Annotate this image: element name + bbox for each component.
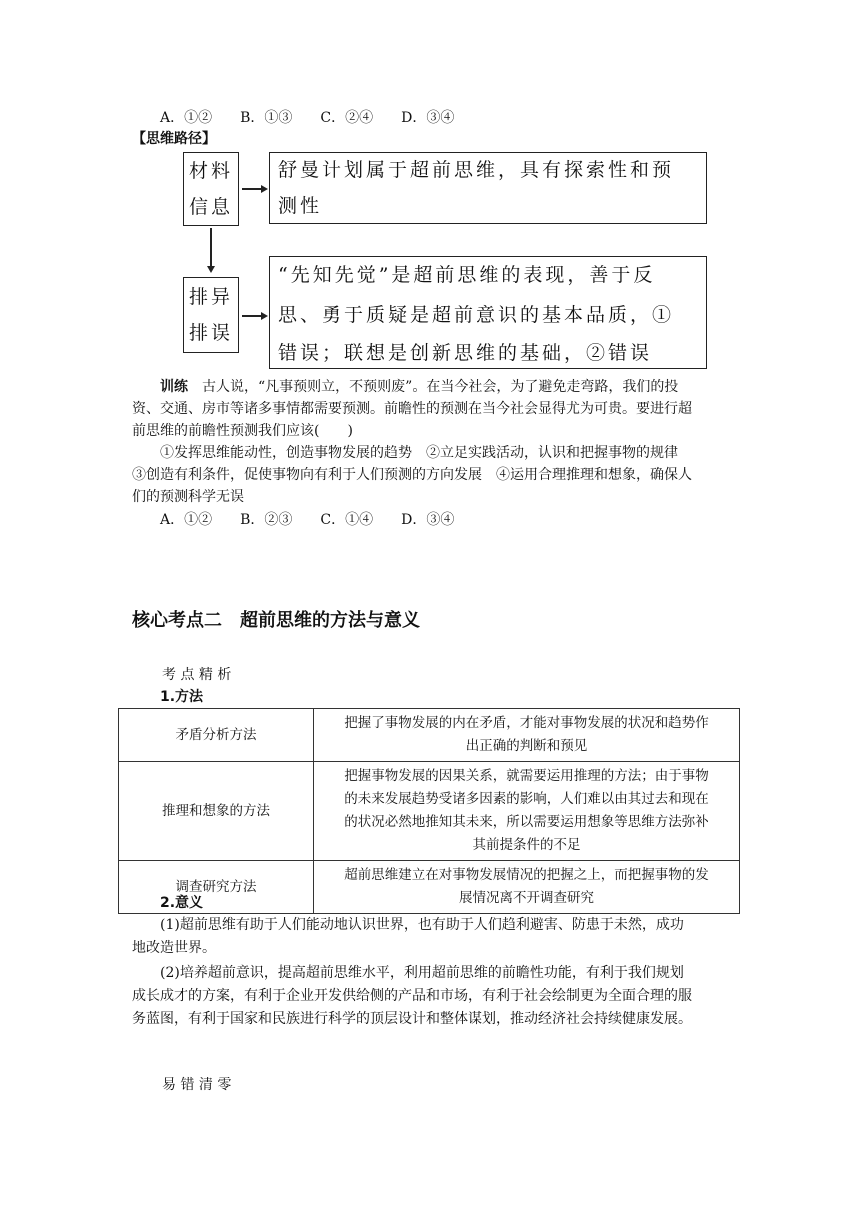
box2-text-c: 错误；联想是创新思维的基础，②错误 bbox=[278, 342, 653, 364]
training-options: A．①② B．②③ C．①④ D．③④ bbox=[160, 512, 455, 528]
box1-text-b: 测性 bbox=[278, 195, 323, 217]
errors-label: 易 错 清 零 bbox=[162, 1077, 232, 1093]
table-row bbox=[119, 709, 740, 762]
method-desc-line: 的状况必然地推知其未来，所以需要运用想象等思维方法弥补 bbox=[344, 814, 709, 830]
training-text-1: 古人说，“凡事预则立，不预则废”。在当今社会，为了避免走弯路，我们的投 bbox=[188, 379, 679, 395]
method-heading: 1.方法 bbox=[160, 689, 204, 705]
training-label: 训练 bbox=[160, 379, 188, 395]
arrow-down bbox=[210, 228, 212, 268]
method-desc-line: 其前提条件的不足 bbox=[472, 837, 581, 853]
section-title: 核心考点二 超前思维的方法与意义 bbox=[132, 610, 420, 631]
training-line-4: ①发挥思维能动性，创造事物发展的趋势 ②立足实践活动，认识和把握事物的规律 bbox=[160, 445, 678, 461]
box2-label-a: 排异 bbox=[189, 286, 234, 308]
meaning-p2-line-3: 务蓝图，有利于国家和民族进行科学的顶层设计和整体谋划，推动经济社会持续健康发展。 bbox=[132, 1011, 692, 1027]
box2-text-b: 思、勇于质疑是超前意识的基本品质，① bbox=[278, 304, 675, 326]
method-table bbox=[118, 708, 740, 914]
training-line-5: ③创造有利条件，促使事物向有利于人们预测的方向发展 ④运用合理推理和想象，确保人 bbox=[132, 467, 692, 483]
method-name: 调查研究方法 bbox=[119, 861, 314, 914]
method-desc-line: 出正确的判断和预见 bbox=[465, 738, 588, 754]
box1-label-b: 信息 bbox=[189, 196, 234, 218]
method-desc bbox=[314, 709, 740, 762]
table-row bbox=[119, 762, 740, 861]
meaning-heading: 2.意义 bbox=[160, 895, 204, 911]
training-line-3: 前思维的前瞻性预测我们应该( ) bbox=[132, 423, 353, 439]
meaning-p1-line-2: 地改造世界。 bbox=[132, 940, 216, 956]
meaning-p2-line-1: (2)培养超前意识，提高超前思维水平，利用超前思维的前瞻性功能，有利于我们规划 bbox=[160, 965, 684, 981]
thinking-path-label: 【思维路径】 bbox=[132, 131, 216, 147]
training-line-1 bbox=[160, 376, 760, 398]
training-line-6: 们的预测科学无误 bbox=[132, 489, 244, 505]
method-name: 推理和想象的方法 bbox=[119, 762, 314, 861]
meaning-p1-line-1: (1)超前思维有助于人们能动地认识世界，也有助于人们趋利避害、防患于未然，成功 bbox=[160, 917, 684, 933]
box2-label-b: 排误 bbox=[189, 322, 234, 344]
arrow-down-head bbox=[207, 266, 215, 273]
method-name: 矛盾分析方法 bbox=[119, 709, 314, 762]
arrow-right-2 bbox=[242, 315, 262, 317]
question-options-previous: A．①② B．①③ C．②④ D．③④ bbox=[160, 110, 455, 126]
method-desc-line: 展情况离不开调查研究 bbox=[459, 890, 594, 906]
arrow-right-1 bbox=[242, 188, 262, 190]
training-line-2: 资、交通、房市等诸多事情都需要预测。前瞻性的预测在当今社会显得尤为可贵。要进行超 bbox=[132, 401, 692, 417]
box1-text-a: 舒曼计划属于超前思维，具有探索性和预 bbox=[278, 159, 675, 181]
method-desc bbox=[314, 762, 740, 861]
box1-label-a: 材料 bbox=[189, 160, 234, 182]
arrow-right-2-head bbox=[261, 312, 268, 320]
method-desc-line: 把握事物发展的因果关系，就需要运用推理的方法；由于事物 bbox=[344, 768, 709, 784]
arrow-right-1-head bbox=[261, 185, 268, 193]
analysis-label: 考 点 精 析 bbox=[162, 667, 232, 683]
method-desc-line: 的未来发展趋势受诸多因素的影响，人们难以由其过去和现在 bbox=[344, 791, 709, 807]
method-desc-line: 把握了事物发展的内在矛盾，才能对事物发展的状况和趋势作 bbox=[344, 715, 709, 731]
method-desc-line: 超前思维建立在对事物发展情况的把握之上，而把握事物的发 bbox=[344, 867, 709, 883]
box2-text-a: “先知先觉”是超前思维的表现，善于反 bbox=[278, 264, 656, 286]
meaning-p2-line-2: 成长成才的方案，有利于企业开发供给侧的产品和市场，有利于社会绘制更为全面合理的服 bbox=[132, 988, 692, 1004]
